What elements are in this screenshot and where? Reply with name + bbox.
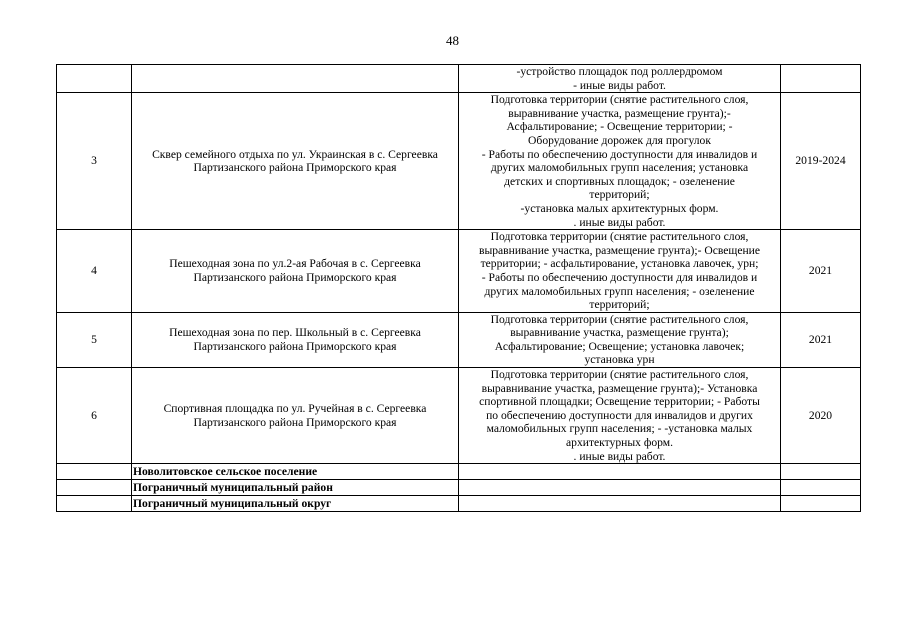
- works-cell: [459, 368, 781, 464]
- works-cell: [459, 230, 781, 313]
- object-name-line: Спортивная площадка по ул. Ручейная в с. Сергеевка: [163, 402, 427, 416]
- period-cell: [781, 480, 861, 496]
- works-line: - Работы по обеспечению доступности для инвалидов и: [481, 270, 758, 284]
- works-line: - Работы по обеспечению доступности для инвалидов и: [481, 147, 758, 161]
- period-cell: 2020: [781, 368, 861, 464]
- works-line: территории; - асфальтирование, установка лавочек, урн;: [480, 257, 759, 271]
- works-line: Асфальтирование; - Освещение территории; -: [506, 120, 733, 134]
- works-cell: [459, 65, 781, 93]
- object-name-line: Партизанского района Приморского края: [193, 339, 397, 353]
- object-name-cell: [132, 93, 459, 230]
- works-table: [56, 64, 861, 512]
- works-line: по обеспечению доступности для инвалидов и других: [486, 408, 753, 422]
- period-cell: [781, 464, 861, 480]
- works-line: других маломобильных групп населения; установка: [490, 161, 749, 175]
- object-name-line: Сквер семейного отдыха по ул. Украинская в с. Сергеевка: [152, 147, 438, 161]
- works-line: других маломобильных групп населения; - озеленение: [484, 284, 755, 298]
- number-cell: 3: [57, 93, 132, 230]
- section-row: [57, 496, 861, 512]
- works-line: спортивной площадки; Освещение территории; - Работы: [479, 395, 760, 409]
- number-cell: [57, 496, 132, 512]
- works-line: . иные виды работ.: [573, 215, 666, 229]
- object-name-line: Партизанского района Приморского края: [193, 270, 397, 284]
- works-cell: [459, 464, 781, 480]
- number-cell: 4: [57, 230, 132, 313]
- object-name-cell: [132, 368, 459, 464]
- works-line: установка урн: [584, 353, 655, 367]
- works-line: Подготовка территории (снятие растительного слоя,: [490, 312, 749, 326]
- period-cell: 2021: [781, 312, 861, 367]
- works-cell: [459, 496, 781, 512]
- works-line: -устройство площадок под роллердромом: [516, 65, 723, 78]
- section-name: Пограничный муниципальный район: [132, 480, 459, 496]
- object-name-cell: [132, 230, 459, 313]
- works-line: выравнивание участка, размещение грунта);-: [508, 106, 731, 120]
- number-cell: 6: [57, 368, 132, 464]
- object-name-line: Пешеходная зона по ул.2-ая Рабочая в с. Сергеевка: [169, 257, 421, 271]
- works-cell: [459, 93, 781, 230]
- works-line: выравнивание участка, размещение грунта);: [510, 326, 729, 340]
- works-line: Асфальтирование; Освещение; установка лавочек;: [494, 339, 745, 353]
- works-line: территорий;: [589, 188, 650, 202]
- works-line: Подготовка территории (снятие растительного слоя,: [490, 93, 749, 107]
- works-line: Подготовка территории (снятие растительного слоя,: [490, 368, 749, 382]
- page-number: 48: [446, 33, 459, 48]
- period-cell: 2019-2024: [781, 93, 861, 230]
- period-cell: [781, 65, 861, 93]
- number-cell: [57, 480, 132, 496]
- works-line: маломобильных групп населения; - -установка малых: [486, 422, 753, 436]
- works-cell: [459, 480, 781, 496]
- period-cell: [781, 496, 861, 512]
- works-line: Подготовка территории (снятие растительного слоя,: [490, 230, 749, 244]
- section-name: Новолитовское сельское поселение: [132, 464, 459, 480]
- table-row: [57, 93, 861, 230]
- table-row: [57, 312, 861, 367]
- table-row: [57, 230, 861, 313]
- object-name-line: Партизанского района Приморского края: [193, 161, 397, 175]
- works-line: . иные виды работ.: [573, 449, 666, 463]
- number-cell: [57, 65, 132, 93]
- works-line: выравнивание участка, размещение грунта);- Установка: [481, 381, 758, 395]
- period-cell: 2021: [781, 230, 861, 313]
- object-name-cell: [132, 65, 459, 93]
- section-row: [57, 480, 861, 496]
- number-cell: [57, 464, 132, 480]
- works-line: -установка малых архитектурных форм.: [520, 201, 719, 215]
- works-line: архитектурных форм.: [566, 436, 673, 450]
- section-row: [57, 464, 861, 480]
- table-row: [57, 368, 861, 464]
- object-name-line: Пешеходная зона по пер. Школьный в с. Сергеевка: [169, 326, 421, 340]
- works-line: - иные виды работ.: [573, 78, 666, 92]
- number-cell: 5: [57, 312, 132, 367]
- works-line: Оборудование дорожек для прогулок: [528, 133, 711, 147]
- works-line: детских и спортивных площадок; - озеленение: [504, 174, 735, 188]
- object-name-cell: [132, 312, 459, 367]
- works-line: территорий;: [589, 298, 650, 312]
- works-cell: [459, 312, 781, 367]
- table-row: [57, 65, 861, 93]
- object-name-line: Партизанского района Приморского края: [193, 415, 397, 429]
- works-line: выравнивание участка, размещение грунта);- Освещение: [478, 243, 761, 257]
- section-name: Пограничный муниципальный округ: [132, 496, 459, 512]
